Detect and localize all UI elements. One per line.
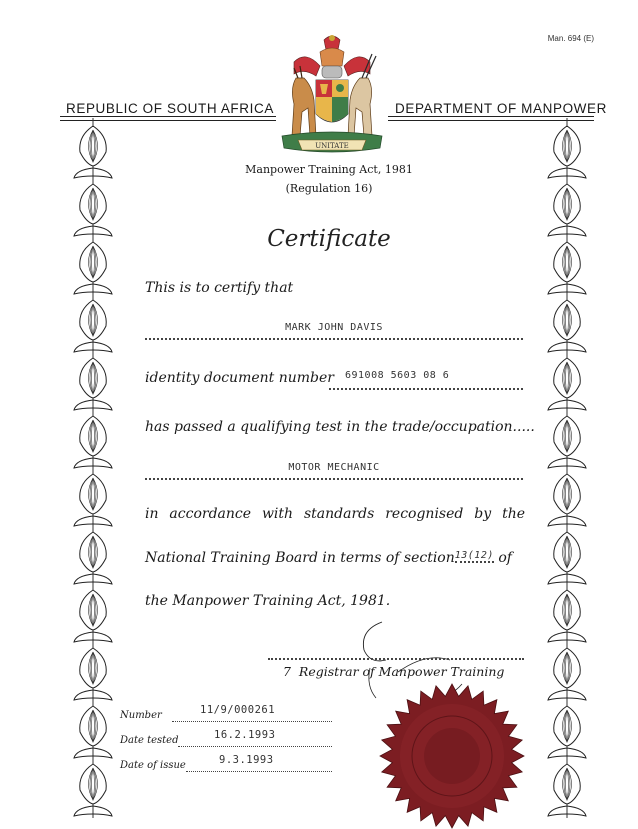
tested-value: 16.2.1993 — [214, 729, 276, 741]
trade-value: MOTOR MECHANIC — [288, 462, 380, 473]
registrar-mark: 7 — [283, 664, 291, 679]
regulation: (Regulation 16) — [285, 182, 373, 195]
act-line: the Manpower Training Act, 1981. — [145, 593, 391, 609]
number-value: 11/9/000261 — [200, 704, 276, 716]
tested-label: Date tested — [120, 735, 179, 746]
registrar-line — [268, 658, 524, 660]
id-label: identity document number — [145, 370, 334, 386]
board-end: of — [498, 550, 512, 566]
coat-of-arms-icon — [276, 32, 388, 162]
board-text: National Training Board in terms of section — [145, 550, 455, 566]
number-label: Number — [120, 710, 162, 721]
board-line — [145, 550, 512, 566]
section-number: 13(12) — [454, 550, 494, 561]
name-line — [145, 338, 523, 340]
holder-name: MARK JOHN DAVIS — [285, 322, 383, 333]
trade-line — [145, 478, 523, 480]
registrar-title: Registrar of Manpower Training — [298, 664, 505, 679]
passed-text: has passed a qualifying test in the trade/occupation..... — [145, 419, 535, 435]
id-line — [329, 388, 523, 390]
wax-seal-icon — [379, 683, 525, 829]
tested-line — [178, 746, 332, 747]
header-republic: REPUBLIC OF SOUTH AFRICA — [66, 101, 277, 116]
registrar-label — [283, 664, 504, 679]
left-protea-border — [68, 118, 118, 818]
form-number: Man. 694 (E) — [547, 34, 594, 43]
coat-motto: UNITATE — [315, 142, 349, 150]
header-department: DEPARTMENT OF MANPOWER — [392, 101, 607, 116]
certify-text: This is to certify that — [145, 280, 294, 296]
accordance-line: in accordance with standards recognised by the — [145, 506, 525, 522]
issue-label: Date of issue — [120, 760, 186, 771]
certificate-title: Certificate — [267, 226, 391, 252]
id-number: 691008 5603 08 6 — [345, 370, 450, 381]
issue-line — [186, 771, 332, 772]
act-title: Manpower Training Act, 1981 — [245, 163, 413, 176]
right-protea-border — [542, 118, 592, 818]
number-line — [172, 721, 332, 722]
issue-value: 9.3.1993 — [219, 754, 274, 766]
